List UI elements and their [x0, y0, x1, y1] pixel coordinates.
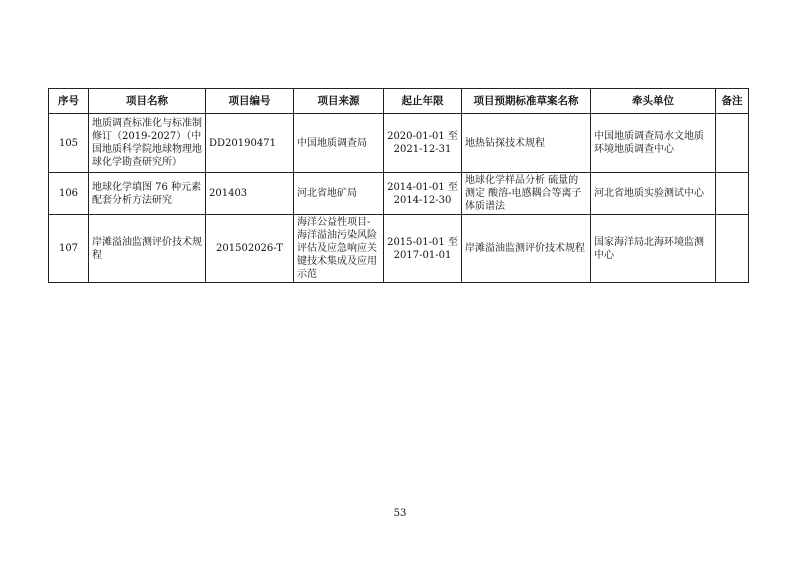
period-end: 2017-01-01: [393, 249, 452, 261]
cell-project-name: 地质调查标准化与标准制修订（2019-2027）（中国地质科学院地球物理地球化学勘查研究所）: [89, 114, 206, 173]
cell-project-source: 河北省地矿局: [294, 173, 384, 215]
cell-project-source: 中国地质调查局: [294, 114, 384, 173]
cell-project-name: 地球化学填图 76 种元素配套分析方法研究: [89, 173, 206, 215]
cell-period: [384, 215, 462, 283]
header-no: 序号: [49, 89, 89, 114]
cell-project-code: DD20190471: [206, 114, 294, 173]
cell-no: 106: [49, 173, 89, 215]
header-note: 备注: [716, 89, 749, 114]
cell-project-code: 201403: [206, 173, 294, 215]
cell-standard-name: 地球化学样品分析 硫量的测定 酸溶-电感耦合等离子体质谱法: [462, 173, 591, 215]
cell-standard-name: 岸滩溢油监测评价技术规程: [462, 215, 591, 283]
header-period: 起止年限: [384, 89, 462, 114]
header-project-source: 项目来源: [294, 89, 384, 114]
cell-note: [716, 215, 749, 283]
cell-project-source: 海洋公益性项目-海洋溢油污染风险评估及应急响应关键技术集成及应用示范: [294, 215, 384, 283]
table-row: [49, 114, 749, 173]
standards-table: [48, 88, 749, 283]
cell-project-name: 岸滩溢油监测评价技术规程: [89, 215, 206, 283]
cell-lead-unit: 国家海洋局北海环境监测中心: [591, 215, 716, 283]
cell-period: [384, 114, 462, 173]
header-project-code: 项目编号: [206, 89, 294, 114]
cell-lead-unit: 中国地质调查局水文地质环境地质调查中心: [591, 114, 716, 173]
page-number: 53: [393, 508, 407, 519]
cell-no: 107: [49, 215, 89, 283]
period-start: 2020-01-01 至: [387, 131, 458, 142]
period-start: 2015-01-01 至: [387, 236, 458, 248]
table-row: [49, 173, 749, 215]
period-end: 2021-12-31: [393, 144, 452, 155]
period-end: 2014-12-30: [393, 194, 452, 206]
period-start: 2014-01-01 至: [387, 181, 458, 193]
cell-period: [384, 173, 462, 215]
cell-no: 105: [49, 114, 89, 173]
header-project-name: 项目名称: [89, 89, 206, 114]
header-lead-unit: 牵头单位: [591, 89, 716, 114]
cell-note: [716, 114, 749, 173]
cell-project-code: 201502026-T: [206, 215, 294, 283]
cell-note: [716, 173, 749, 215]
cell-lead-unit: 河北省地质实验测试中心: [591, 173, 716, 215]
table-row: [49, 215, 749, 283]
cell-standard-name: 地热钻探技术规程: [462, 114, 591, 173]
header-standard-name: 项目预期标准草案名称: [462, 89, 591, 114]
header-row: [49, 89, 749, 114]
